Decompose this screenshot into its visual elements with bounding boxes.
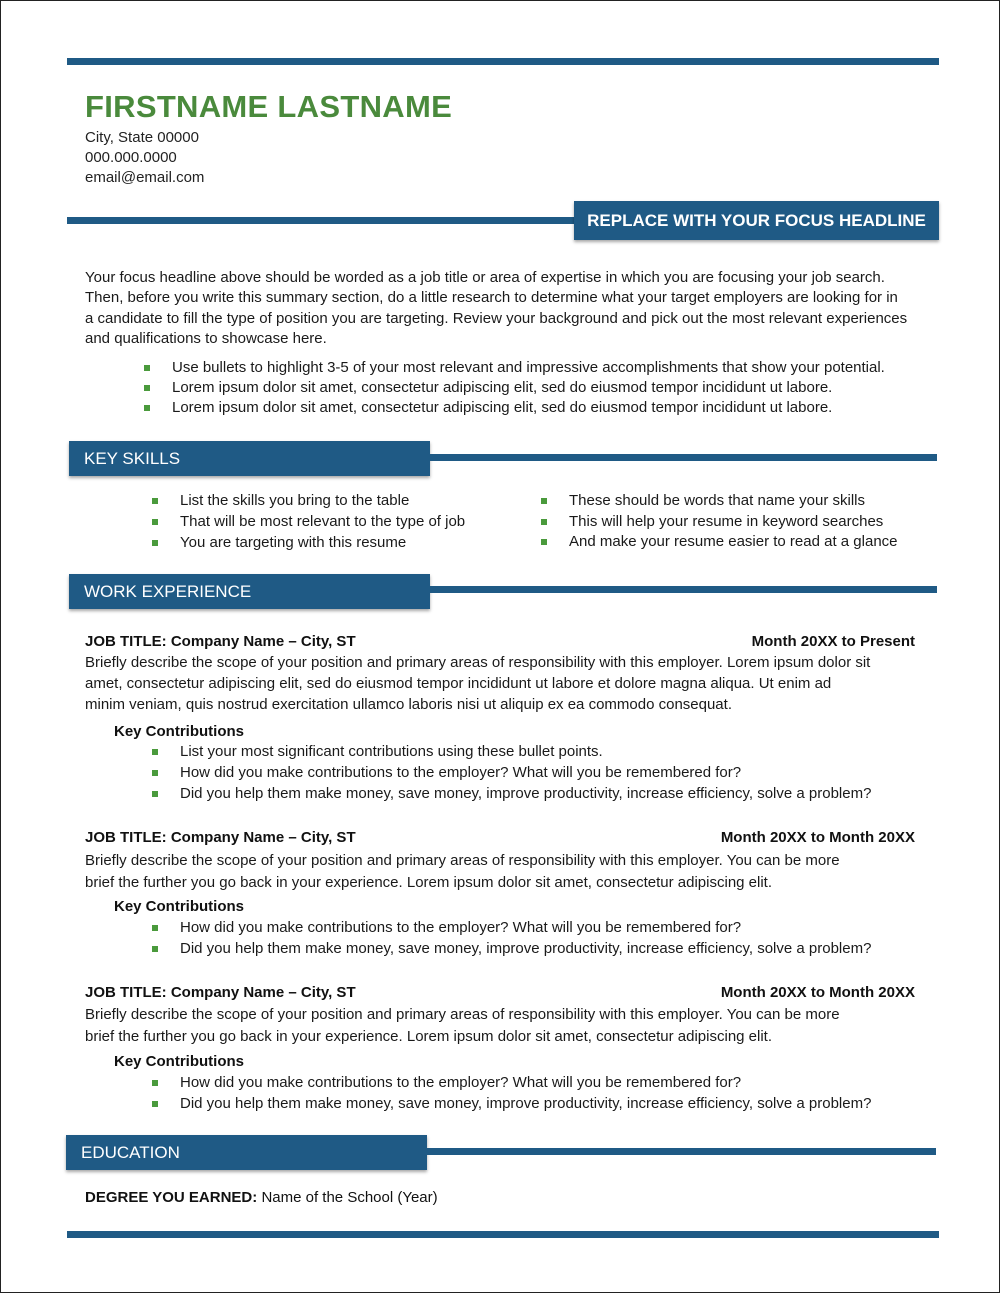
- contact-location: City, State 00000: [85, 129, 199, 146]
- bullet-square-icon: [144, 385, 150, 391]
- bullet-square-icon: [152, 946, 158, 952]
- bullet-square-icon: [541, 498, 547, 504]
- summary-line: and qualifications to showcase here.: [85, 329, 327, 347]
- bullet-square-icon: [541, 519, 547, 525]
- job-description: Briefly describe the scope of your position and primary areas of responsibility with this employer. Lorem ipsum dolor sit amet, consectetur adipiscing elit, sed do eiusmod tempor incididunt ut labore et dolore magna aliqua. Ut enim ad minim veniam, quis nostrud exercitation ullamco laboris nisi ut aliquip ex ea commodo consequat.: [85, 654, 871, 713]
- bullet-square-icon: [152, 749, 158, 755]
- bullet-square-icon: [152, 770, 158, 776]
- key-contributions-label: Key Contributions: [114, 723, 244, 740]
- summary-line: Then, before you write this summary section, do a little research to determine what your target employers are looking for in: [85, 289, 898, 307]
- top-rule: [67, 58, 939, 65]
- resume-page: FIRSTNAME LASTNAME City, State 00000 000.000.0000 email@email.com REPLACE WITH YOUR FOCUS HEADLINE Your focus headline above should be worded as a job title or area of expertise in which you are focusing your job search. Then, before you write this summary section, do a little research to determine what your target employers are looking for in a candidate to fill the type of position you are targeting. Review your background and pick out the most relevant experiences and qualifications to showcase here. Use bullets to highlight 3-5 of your most relevant and impressive accomplishments that show your potential. Lorem ipsum dolor sit amet, consectetur adipiscing elit, sed do eiusmod tempor incididunt ut labore. Lorem ipsum dolor sit amet, consectetur adipiscing elit, sed do eiusmod tempor incididunt ut labore. KEY SKILLS List the skills you bring to the table That will be most relevant to the type of job You are targeting with this resume These should be words that name your skills This will help your resume in keyword searches And make your resume easier to read at a glance WORK EXPERIENCE JOB TITLE: Company Name – City, ST Month 20XX to Present Briefly describe the scope of your position and primary areas of responsibility with this employer. Lorem ipsum dolor sit amet, consectetur adipiscing elit, sed do eiusmod tempor incididunt ut labore et dolore magna aliqua. Ut enim ad minim veniam, quis nostrud exercitation ullamco laboris nisi ut aliquip ex ea commodo consequat. Key Contributions List your most significant contributions using these bullet points. How did you make contributions to the employer? What will you be remembered for? Did you help them make money, save money, improve productivity, increase efficiency, solve a problem? JOB TITLE: Company Name – City, ST Month 20XX to Month 20XX Briefly describe the scope of your position and primary areas of responsibility with this employer. You can be more brief the further you go back in your experience. Lorem ipsum dolor sit amet, consectetur adipiscing elit. Key Contributions How did you make contributions to the employer? What will you be remembered for? Did you help them make money, save money, improve productivity, increase efficiency, solve a problem? JOB TITLE: Company Name – City, ST Month 20XX to Month 20XX Briefly describe the scope of your position and primary areas of responsibility with this employer. You can be more brief the further you go back in your experience. Lorem ipsum dolor sit amet, consectetur adipiscing elit. Key Contributions How did you make contributions to the employer? What will you be remembered for? Did you help them make money, save money, improve productivity, increase efficiency, solve a problem? EDUCATION DEGREE YOU EARNED: Name of the School (Year): [0, 0, 1000, 1293]
- summary-paragraph: [85, 268, 925, 349]
- bullet-square-icon: [144, 365, 150, 371]
- headline-rule: [67, 217, 587, 224]
- bullet-square-icon: [144, 405, 150, 411]
- section-heading-education: EDUCATION: [66, 1135, 427, 1170]
- focus-headline: REPLACE WITH YOUR FOCUS HEADLINE: [574, 201, 939, 240]
- section-heading-experience: WORK EXPERIENCE: [69, 574, 430, 609]
- bullet-square-icon: [152, 1101, 158, 1107]
- contact-email: email@email.com: [85, 169, 205, 186]
- bullet-square-icon: [152, 1080, 158, 1086]
- job-dates: Month 20XX to Month 20XX: [720, 984, 915, 1001]
- bottom-rule: [67, 1231, 939, 1238]
- education-entry: [85, 1189, 438, 1206]
- bullet-square-icon: [152, 925, 158, 931]
- key-contributions-label: Key Contributions: [114, 1053, 244, 1070]
- job-description: Briefly describe the scope of your position and primary areas of responsibility with this employer. You can be more brief the further you go back in your experience. Lorem ipsum dolor sit amet, consectetur adipiscing elit.: [85, 852, 840, 891]
- section-heading-skills: KEY SKILLS: [69, 441, 430, 476]
- key-contributions-label: Key Contributions: [114, 898, 244, 915]
- degree-label: DEGREE YOU EARNED:: [85, 1189, 258, 1206]
- bullet-square-icon: [541, 539, 547, 545]
- section-rule: [430, 454, 937, 461]
- summary-line: Your focus headline above should be worded as a job title or area of expertise in which you are focusing your job search.: [85, 269, 885, 286]
- section-rule: [427, 1148, 936, 1155]
- bullet-square-icon: [152, 519, 158, 525]
- section-rule: [430, 586, 937, 593]
- job-title: JOB TITLE: Company Name – City, ST: [85, 984, 356, 1001]
- bullet-square-icon: [152, 791, 158, 797]
- candidate-name: FIRSTNAME LASTNAME: [85, 89, 453, 124]
- bullet-square-icon: [152, 540, 158, 546]
- school-name: Name of the School (Year): [261, 1189, 438, 1206]
- job-description: Briefly describe the scope of your position and primary areas of responsibility with this employer. You can be more brief the further you go back in your experience. Lorem ipsum dolor sit amet, consectetur adipiscing elit.: [85, 1006, 840, 1045]
- contact-phone: 000.000.0000: [85, 149, 177, 166]
- job-title: JOB TITLE: Company Name – City, ST: [85, 829, 356, 846]
- job-dates: Month 20XX to Present: [751, 633, 915, 650]
- bullet-square-icon: [152, 498, 158, 504]
- job-dates: Month 20XX to Month 20XX: [720, 829, 915, 846]
- summary-line: a candidate to fill the type of position you are targeting. Review your background and pick out the most relevant experiences: [85, 309, 908, 327]
- job-title: JOB TITLE: Company Name – City, ST: [85, 633, 356, 650]
